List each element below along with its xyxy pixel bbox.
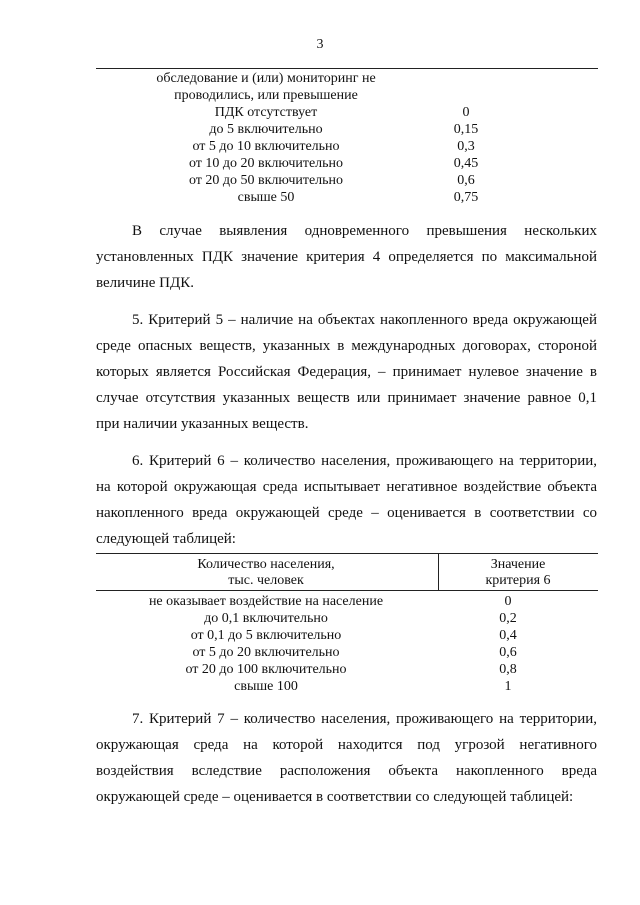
page-number: 3 xyxy=(316,37,324,52)
table4-row-label: от 10 до 20 включительно xyxy=(188,156,344,171)
table4-row-value: 0,75 xyxy=(453,190,479,205)
table6-row-value: 0,2 xyxy=(499,611,517,626)
table6-row-label: от 5 до 20 включительно xyxy=(192,645,340,660)
paragraph-text: 7. Критерий 7 – количество населения, проживающего на территории, окружающая среда на которой находится под угрозой негативного воздействия вследствие расположения объекта накопленного вреда окружающей среде – оценивается в соответствии со следующей таблицей: xyxy=(96,711,597,805)
table4-row-value: 0,45 xyxy=(453,156,479,171)
table6-row-label: от 20 до 100 включительно xyxy=(185,662,347,677)
table4-row-label: ПДК отсутствует xyxy=(214,105,318,120)
paragraph-criterion6 xyxy=(96,448,597,552)
table6-row-value: 0 xyxy=(504,594,512,609)
paragraph-criterion7 xyxy=(96,706,597,810)
table4-row-value: 0 xyxy=(462,105,470,120)
table6-column-divider xyxy=(438,553,439,590)
table4-top-rule xyxy=(96,68,598,69)
table6-header-left: тыс. человек xyxy=(228,573,304,588)
table6-row-label: не оказывает воздействие на население xyxy=(148,594,384,609)
paragraph-text: 6. Критерий 6 – количество населения, проживающего на территории, на которой окружающая среда испытывает негативное воздействие объекта накопленного вреда окружающей среде – оценивается в соответствии со следующей таблицей: xyxy=(96,453,597,547)
table6-row-label: от 0,1 до 5 включительно xyxy=(190,628,342,643)
table6-row-label: свыше 100 xyxy=(234,679,298,694)
table4-row-label: свыше 50 xyxy=(237,190,295,205)
table4-row-value: 0,15 xyxy=(453,122,479,137)
table6-header-rule xyxy=(96,590,598,591)
paragraph-text: 5. Критерий 5 – наличие на объектах накопленного вреда окружающей среде опасных веществ, указанных в международных договорах, стороной которых является Российская Федерация, – принимает нулевое значение в случае отсутствия указанных веществ или принимает значение равное 0,1 при наличии указанных веществ. xyxy=(96,312,597,432)
table6-header-right: Значение xyxy=(490,557,546,572)
table6-header-left: Количество населения, xyxy=(197,557,335,572)
paragraph-criterion4-note xyxy=(96,218,597,296)
table4-row-label: проводились, или превышение xyxy=(174,88,358,103)
table4-row-label: до 5 включительно xyxy=(209,122,323,137)
paragraph-criterion5 xyxy=(96,307,597,437)
table6-row-value: 0,6 xyxy=(499,645,517,660)
table6-row-label: до 0,1 включительно xyxy=(204,611,328,626)
table6-row-value: 0,4 xyxy=(499,628,517,643)
table6-header-right: критерия 6 xyxy=(485,573,551,588)
table4-row-label: от 20 до 50 включительно xyxy=(188,173,344,188)
table6-row-value: 1 xyxy=(504,679,512,694)
table4-row-label: от 5 до 10 включительно xyxy=(192,139,340,154)
table4-row-value: 0,6 xyxy=(457,173,475,188)
table6-row-value: 0,8 xyxy=(499,662,517,677)
table4-row-value: 0,3 xyxy=(457,139,475,154)
table6-top-rule xyxy=(96,553,598,554)
table4-row-label: обследование и (или) мониторинг не xyxy=(156,71,376,86)
paragraph-text: В случае выявления одновременного превышения нескольких установленных ПДК значение критерия 4 определяется по максимальной величине ПДК. xyxy=(96,223,597,291)
